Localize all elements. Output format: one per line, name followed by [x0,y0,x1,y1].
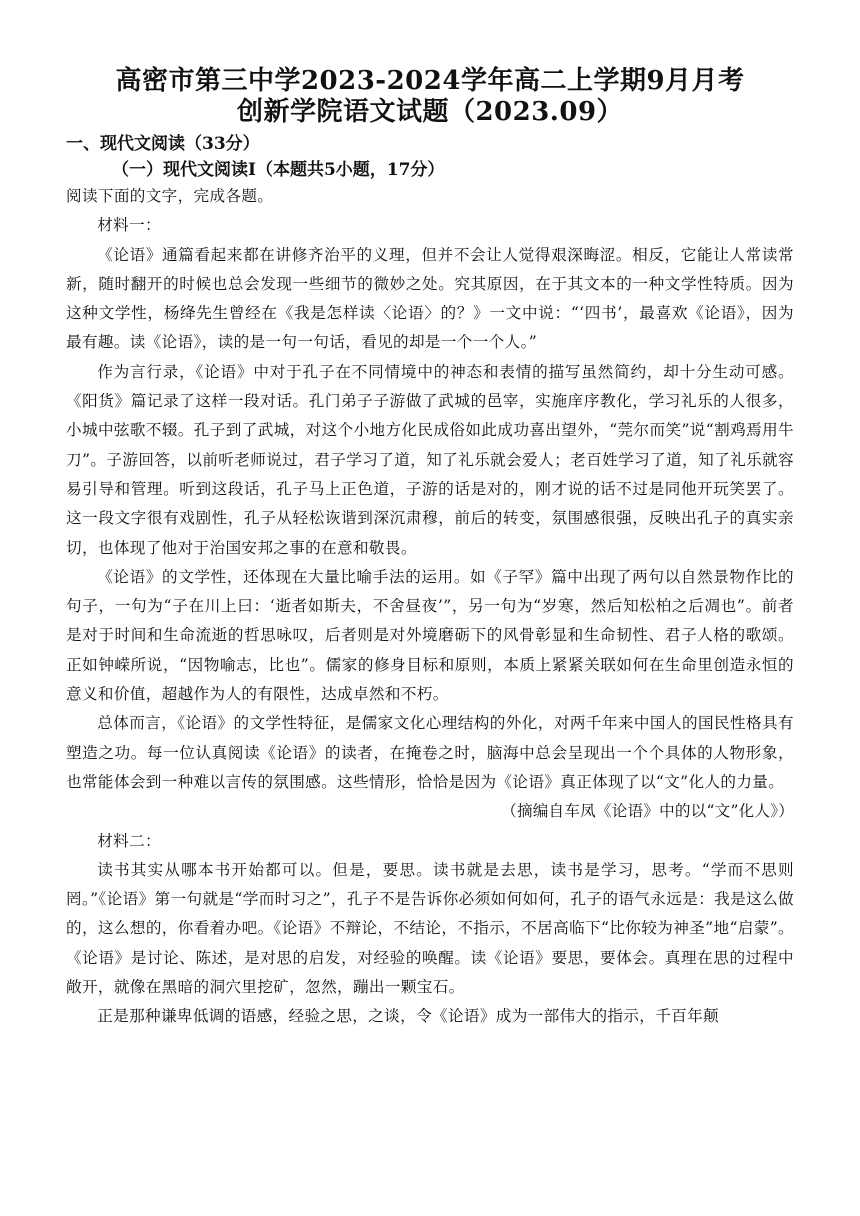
subsection-heading: （一）现代文阅读Ⅰ（本题共5小题，17分） [112,160,445,180]
material-2-paragraph-1: 读书其实从哪本书开始都可以。但是，要思。读书就是去思，读书是学习，思考。“学而不思则罔。”《论语》第一句就是“学而时习之”，孔子不是告诉你必须如何如何，孔子的语气永远是：我是这么做的，这么想的，你看着办吧。《论语》不辩论，不结论，不指示，不居高临下“比你较为神圣”地“启蒙”。《论语》是讨论、陈述，是对思的启发，对经验的唤醒。读《论语》要思，要体会。真理在思的过程中敞开，就像在黑暗的洞穴里挖矿，忽然，蹦出一颗宝石。 [66,860,794,997]
title-line-1: 高密市第三中学2023-2024学年高二上学期9月月考 [115,66,745,96]
material-2-label: 材料二： [97,831,161,850]
title-line-2: 创新学院语文试题（2023.09） [236,97,624,127]
material-1-paragraph-4: 总体而言，《论语》的文学性特征，是儒家文化心理结构的外化，对两千年来中国人的国民性格具有塑造之功。每一位认真阅读《论语》的读者，在掩卷之时，脑海中总会呈现出一个个具体的人物形象，也常能体会到一种难以言传的氛围感。这些情形，恰恰是因为《论语》真正体现了以“文”化人的力量。 [66,714,794,791]
material-2-paragraph-2: 正是那种谦卑低调的语感，经验之思，之谈，令《论语》成为一部伟大的指示，千百年颠 [97,1007,719,1026]
instruction-text: 阅读下面的文字，完成各题。 [66,187,274,205]
material-1-paragraph-3: 《论语》的文学性，还体现在大量比喻手法的运用。如《子罕》篇中出现了两句以自然景物作比的句子，一句为“子在川上曰：‘逝者如斯夫，不舍昼夜’”，另一句为“岁寒，然后知松柏之后凋也”。前者是对于时间和生命流逝的哲思咏叹，后者则是对外境磨砺下的风骨彰显和生命韧性、君子人格的歌颂。正如钟嵘所说，“因物喻志，比也”。儒家的修身目标和原则，本质上紧紧关联如何在生命里创造永恒的意义和价值，超越作为人的有限性，达成卓然和不朽。 [66,567,794,704]
material-1-paragraph-2: 作为言行录，《论语》中对于孔子在不同情境中的神态和表情的描写虽然简约，却十分生动可感。《阳货》篇记录了这样一段对话。孔门弟子子游做了武城的邑宰，实施庠序教化，学习礼乐的人很多，小城中弦歌不辍。孔子到了武城，对这个小地方化民成俗如此成功喜出望外，“莞尔而笑”说“割鸡焉用牛刀”。子游回答，以前听老师说过，君子学习了道，知了礼乐就会爱人；老百姓学习了道，知了礼乐就容易引导和管理。听到这段话，孔子马上正色道，子游的话是对的，刚才说的话不过是同他开玩笑罢了。这一段文字很有戏剧性，孔子从轻松诙谐到深沉肃穆，前后的转变，氛围感很强，反映出孔子的真实亲切，也体现了他对于治国安邦之事的在意和敬畏。 [66,362,794,557]
material-1-label: 材料一： [97,216,161,235]
material-1-paragraph-1: 《论语》通篇看起来都在讲修齐治平的义理，但并不会让人觉得艰深晦涩。相反，它能让人常读常新，随时翻开的时候也总会发现一些细节的微妙之处。究其原因，在于其文本的一种文学性特质。因为这种文学性，杨绛先生曾经在《我是怎样读〈论语〉的？》一文中说：“‘四书’，最喜欢《论语》，因为最有趣。读《论语》，读的是一句一句话，看见的却是一个一个人。” [66,245,794,352]
section-heading: 一、现代文阅读（33分） [66,134,260,154]
material-1-source: （摘编自车凤《论语》中的以“文”化人》） [501,802,794,821]
